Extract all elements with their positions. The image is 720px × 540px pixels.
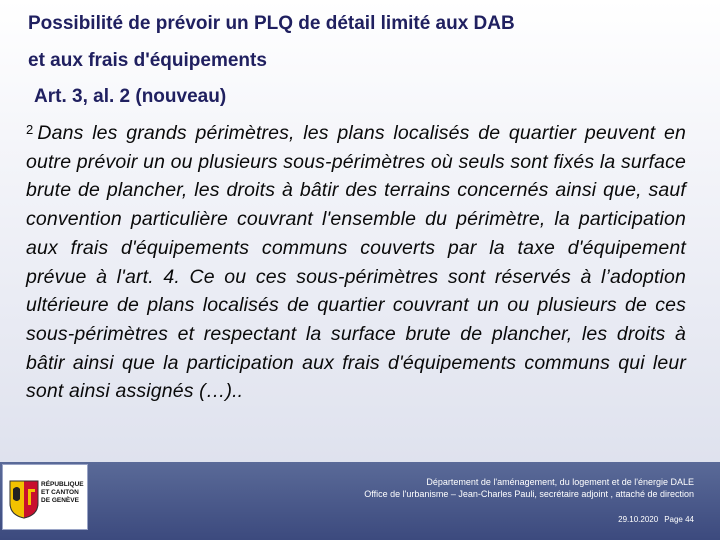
paragraph-text: Dans les grands périmètres, les plans localisés de quartier peuvent en outre prévoir un ou plusieurs sous-périmètres où seuls sont fixés la surface brute de plancher, les droits à bâtir des terrains concernés ainsi que, sauf convention particulière couvrant l'ensemble du périmètre, la participation aux frais d'équipements communs couverts par la taxe d'équipement prévue à l'art. 4. Ce ou ces sous-périmètres sont réservés à l’adoption ultérieure de plans localisés de quartier couvrant un ou plusieurs de ces sous-périmètres et respectant la surface brute de plancher, les droits à bâtir ainsi que la participation aux frais d'équipements communs qui leur sont ainsi assignés (…).. bbox=[26, 122, 686, 403]
paragraph-number: 2 bbox=[26, 122, 34, 137]
footer-department: Département de l'aménagement, du logement et de l'énergie DALE bbox=[426, 477, 694, 487]
footer-office: Office de l'urbanisme – Jean-Charles Pauli, secrétaire adjoint , attaché de direction bbox=[364, 489, 694, 499]
article-paragraph bbox=[26, 116, 686, 406]
footer-meta bbox=[612, 515, 694, 524]
logo-line-2: ET CANTON bbox=[41, 489, 79, 496]
footer-page-number: Page 44 bbox=[664, 515, 694, 524]
slide-title-line-2: et aux frais d'équipements bbox=[28, 50, 267, 71]
logo-line-3: DE GENÈVE bbox=[41, 497, 79, 504]
footer-date: 29.10.2020 bbox=[618, 515, 659, 524]
slide-footer bbox=[0, 462, 720, 540]
geneva-coat-of-arms-icon bbox=[9, 479, 39, 519]
geneva-logo bbox=[2, 464, 88, 530]
slide-title-line-1: Possibilité de prévoir un PLQ de détail limité aux DAB bbox=[28, 13, 515, 34]
logo-text bbox=[41, 481, 84, 505]
article-reference: Art. 3, al. 2 (nouveau) bbox=[34, 86, 227, 107]
logo-line-1: RÉPUBLIQUE bbox=[41, 481, 84, 488]
